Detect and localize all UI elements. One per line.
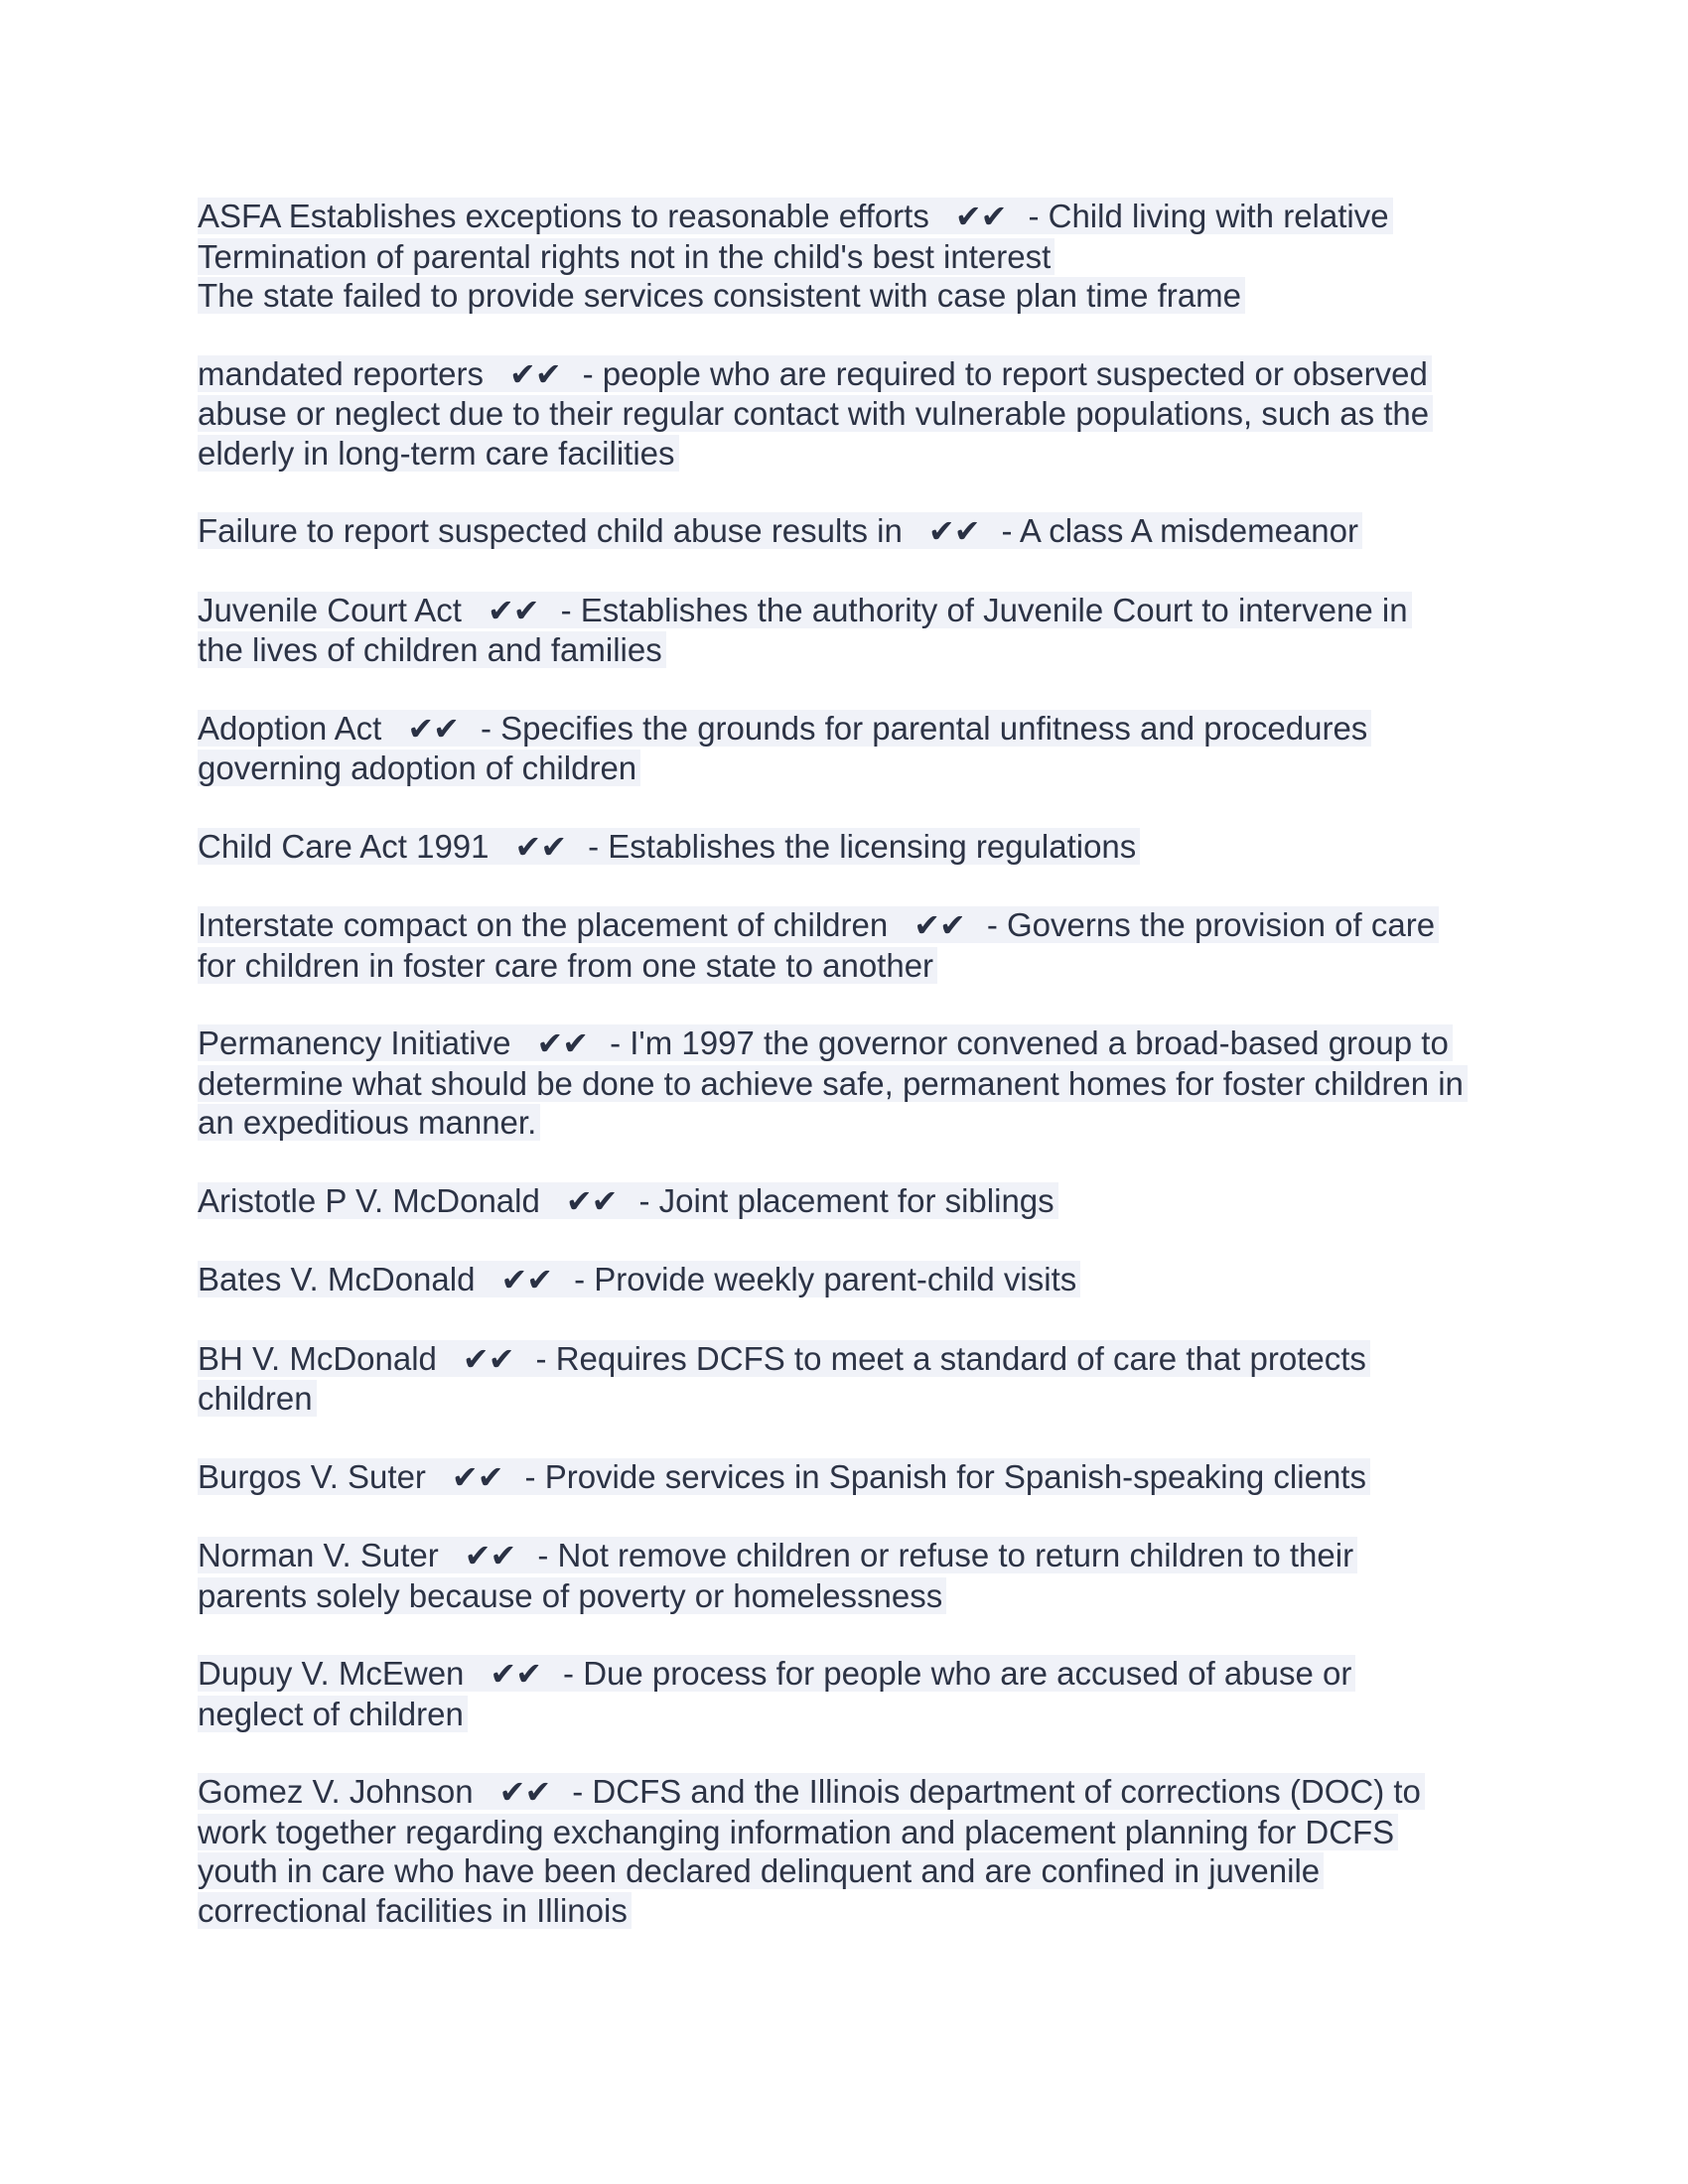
entry-continuation-line bbox=[198, 434, 1488, 474]
double-check-icon: ✔✔ bbox=[498, 1773, 551, 1811]
flashcard-entry bbox=[198, 1772, 1488, 1930]
entry-definition-text: - Not remove children or refuse to return children to their bbox=[537, 1537, 1354, 1573]
entry-first-line bbox=[198, 709, 1488, 750]
entry-definition-text: - Provide weekly parent-child visits bbox=[574, 1261, 1077, 1297]
entry-term: mandated reporters bbox=[198, 354, 484, 392]
entry-term: Interstate compact on the placement of children bbox=[198, 906, 889, 943]
entry-term: Adoption Act bbox=[198, 709, 382, 747]
entry-definition-text: - Joint placement for siblings bbox=[638, 1181, 1055, 1219]
entry-continuation-line bbox=[198, 630, 1488, 670]
flashcard-entry bbox=[198, 511, 1488, 552]
entry-definition-text: - Requires DCFS to meet a standard of care that protects bbox=[535, 1339, 1366, 1377]
entry-definition-text: children bbox=[198, 1380, 313, 1417]
entry-definition-text: governing adoption of children bbox=[198, 750, 637, 786]
entry-definition-text: abuse or neglect due to their regular contact with vulnerable populations, such as the bbox=[198, 395, 1430, 432]
highlight-band bbox=[198, 355, 1432, 392]
double-check-icon: ✔✔ bbox=[500, 1261, 553, 1298]
entry-definition-text: - Establishes the licensing regulations bbox=[588, 827, 1137, 865]
entry-definition-text: - A class A misdemeanor bbox=[1001, 512, 1359, 549]
entry-definition-text: Termination of parental rights not in the child's best interest bbox=[198, 237, 1052, 275]
entry-first-line bbox=[198, 354, 1488, 395]
entry-definition-text: - Establishes the authority of Juvenile Court to intervene in bbox=[560, 591, 1408, 628]
entry-continuation-line bbox=[198, 1576, 1488, 1616]
entry-continuation-line bbox=[198, 1379, 1488, 1419]
entry-definition-text: parents solely because of poverty or homelessness bbox=[198, 1576, 943, 1614]
highlight-band bbox=[198, 1182, 1058, 1219]
entry-definition-text: correctional facilities in Illinois bbox=[198, 1891, 628, 1929]
entry-definition-text: elderly in long-term care facilities bbox=[198, 434, 675, 472]
highlight-band bbox=[198, 1458, 1370, 1495]
highlight-band bbox=[198, 828, 1140, 865]
entry-definition-text: an expeditious manner. bbox=[198, 1104, 537, 1141]
flashcard-entry bbox=[198, 1181, 1488, 1222]
highlight-band bbox=[198, 1814, 1398, 1850]
entry-definition-text: - Specifies the grounds for parental unfitness and procedures bbox=[480, 709, 1368, 747]
highlight-band bbox=[198, 1104, 540, 1141]
flashcard-entry bbox=[198, 1536, 1488, 1615]
double-check-icon: ✔✔ bbox=[407, 709, 459, 748]
entry-term: Gomez V. Johnson bbox=[198, 1773, 474, 1810]
entry-first-line bbox=[198, 1260, 1488, 1300]
flashcard-entry bbox=[198, 1024, 1488, 1143]
entry-first-line bbox=[198, 1024, 1488, 1064]
highlight-band bbox=[198, 1655, 1355, 1692]
entry-definition-text: for children in foster care from one state to another bbox=[198, 946, 934, 984]
entry-definition-text: - Governs the provision of care bbox=[986, 906, 1436, 943]
document-page bbox=[198, 197, 1488, 1969]
flashcard-entry bbox=[198, 827, 1488, 868]
highlight-band bbox=[198, 512, 1362, 549]
entry-continuation-line bbox=[198, 1891, 1488, 1931]
double-check-icon: ✔✔ bbox=[462, 1339, 514, 1378]
entry-term: Child Care Act 1991 bbox=[198, 827, 490, 865]
entry-term: Aristotle P V. McDonald bbox=[198, 1181, 540, 1219]
entry-term: Juvenile Court Act bbox=[198, 591, 462, 628]
double-check-icon: ✔✔ bbox=[490, 1655, 542, 1693]
highlight-band bbox=[198, 435, 679, 472]
double-check-icon: ✔✔ bbox=[927, 512, 980, 550]
entry-definition-text: neglect of children bbox=[198, 1695, 464, 1732]
entry-definition-text: The state failed to provide services consistent with case plan time frame bbox=[198, 277, 1241, 314]
entry-term: Burgos V. Suter bbox=[198, 1457, 426, 1495]
entry-first-line bbox=[198, 1339, 1488, 1380]
entry-continuation-line bbox=[198, 1103, 1488, 1143]
highlight-band bbox=[198, 710, 1371, 747]
double-check-icon: ✔✔ bbox=[487, 591, 539, 629]
highlight-band bbox=[198, 1065, 1468, 1102]
flashcard-entry bbox=[198, 1457, 1488, 1498]
highlight-band bbox=[198, 395, 1433, 432]
entry-definition-text: - DCFS and the Illinois department of corrections (DOC) to bbox=[572, 1773, 1421, 1810]
entry-definition-text: the lives of children and families bbox=[198, 631, 662, 668]
entry-first-line bbox=[198, 1654, 1488, 1695]
entry-continuation-line bbox=[198, 394, 1488, 434]
entry-first-line bbox=[198, 591, 1488, 631]
highlight-band bbox=[198, 1024, 1453, 1061]
entry-continuation-line bbox=[198, 1851, 1488, 1891]
entry-continuation-line bbox=[198, 1695, 1488, 1734]
entry-continuation-line bbox=[198, 1064, 1488, 1104]
highlight-band bbox=[198, 277, 1245, 314]
double-check-icon: ✔✔ bbox=[451, 1457, 503, 1496]
highlight-band bbox=[198, 750, 640, 786]
highlight-band bbox=[198, 238, 1055, 275]
entry-first-line bbox=[198, 905, 1488, 946]
highlight-band bbox=[198, 1380, 317, 1417]
flashcard-entry bbox=[198, 354, 1488, 474]
highlight-band bbox=[198, 1340, 1370, 1377]
entry-term: BH V. McDonald bbox=[198, 1339, 437, 1377]
highlight-band bbox=[198, 1892, 632, 1929]
flashcard-entry bbox=[198, 1339, 1488, 1419]
double-check-icon: ✔✔ bbox=[514, 827, 567, 866]
entry-first-line bbox=[198, 827, 1488, 868]
double-check-icon: ✔✔ bbox=[509, 354, 561, 393]
entry-definition-text: work together regarding exchanging information and placement planning for DCFS bbox=[198, 1813, 1395, 1850]
highlight-band bbox=[198, 592, 1412, 628]
double-check-icon: ✔✔ bbox=[565, 1181, 618, 1220]
entry-term: Bates V. McDonald bbox=[198, 1261, 476, 1297]
flashcard-entry bbox=[198, 1654, 1488, 1733]
entry-first-line bbox=[198, 1457, 1488, 1498]
double-check-icon: ✔✔ bbox=[954, 198, 1007, 235]
entry-term: Norman V. Suter bbox=[198, 1537, 439, 1573]
entry-first-line bbox=[198, 511, 1488, 552]
entry-definition-text: - Due process for people who are accused of abuse or bbox=[563, 1655, 1352, 1692]
flashcard-entry bbox=[198, 197, 1488, 316]
highlight-band bbox=[198, 1773, 1425, 1810]
highlight-band bbox=[198, 1261, 1080, 1297]
double-check-icon: ✔✔ bbox=[536, 1024, 589, 1062]
highlight-band bbox=[198, 1577, 946, 1614]
entry-continuation-line bbox=[198, 946, 1488, 986]
flashcard-entry bbox=[198, 1260, 1488, 1300]
flashcard-entry bbox=[198, 905, 1488, 985]
entry-continuation-line bbox=[198, 237, 1488, 277]
flashcard-entry bbox=[198, 591, 1488, 670]
entry-first-line bbox=[198, 197, 1488, 237]
flashcard-entry bbox=[198, 709, 1488, 788]
entry-term: ASFA Establishes exceptions to reasonable efforts bbox=[198, 198, 929, 234]
double-check-icon: ✔✔ bbox=[914, 906, 965, 944]
entry-first-line bbox=[198, 1181, 1488, 1222]
entry-definition-text: determine what should be done to achieve safe, permanent homes for foster children in bbox=[198, 1064, 1464, 1102]
highlight-band bbox=[198, 198, 1393, 234]
entry-continuation-line bbox=[198, 1813, 1488, 1852]
entry-definition-text: - Provide services in Spanish for Spanish-speaking clients bbox=[524, 1457, 1366, 1495]
highlight-band bbox=[198, 947, 937, 984]
highlight-band bbox=[198, 1537, 1357, 1573]
entry-definition-text: - I'm 1997 the governor convened a broad-based group to bbox=[610, 1024, 1449, 1061]
entry-term: Permanency Initiative bbox=[198, 1024, 511, 1061]
entry-continuation-line bbox=[198, 749, 1488, 788]
entry-continuation-line bbox=[198, 276, 1488, 316]
entry-term: Failure to report suspected child abuse results in bbox=[198, 512, 903, 549]
entry-definition-text: - Child living with relative bbox=[1028, 198, 1389, 234]
highlight-band bbox=[198, 906, 1439, 943]
entry-term: Dupuy V. McEwen bbox=[198, 1655, 465, 1692]
entry-definition-text: youth in care who have been declared delinquent and are confined in juvenile bbox=[198, 1852, 1321, 1889]
double-check-icon: ✔✔ bbox=[464, 1537, 516, 1574]
entry-first-line bbox=[198, 1536, 1488, 1576]
flashcard-list bbox=[198, 197, 1488, 1930]
highlight-band bbox=[198, 631, 666, 668]
highlight-band bbox=[198, 1696, 468, 1732]
entry-definition-text: - people who are required to report suspected or observed bbox=[582, 354, 1428, 392]
highlight-band bbox=[198, 1852, 1324, 1889]
entry-first-line bbox=[198, 1772, 1488, 1813]
